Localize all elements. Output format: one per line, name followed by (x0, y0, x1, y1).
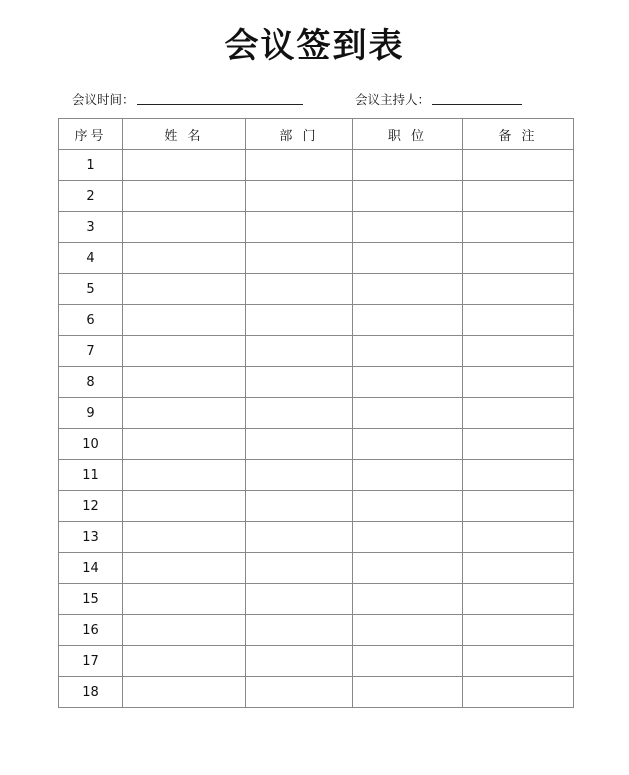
position-cell[interactable] (353, 150, 463, 181)
department-cell[interactable] (246, 150, 353, 181)
row-index-cell: 3 (59, 212, 123, 243)
table-row (59, 615, 574, 646)
name-cell[interactable] (123, 398, 246, 429)
row-index-cell: 1 (59, 150, 123, 181)
name-cell[interactable] (123, 274, 246, 305)
note-cell[interactable] (463, 615, 574, 646)
note-cell[interactable] (463, 150, 574, 181)
note-cell[interactable] (463, 181, 574, 212)
note-cell[interactable] (463, 398, 574, 429)
department-cell[interactable] (246, 429, 353, 460)
meeting-time-label: 会议时间： (72, 92, 135, 107)
row-index-cell: 8 (59, 367, 123, 398)
row-index-cell: 14 (59, 553, 123, 584)
note-cell[interactable] (463, 460, 574, 491)
meeting-host-blank[interactable] (432, 89, 522, 105)
position-cell[interactable] (353, 367, 463, 398)
meeting-host-label: 会议主持人： (355, 92, 431, 107)
note-cell[interactable] (463, 367, 574, 398)
table-row (59, 522, 574, 553)
note-cell[interactable] (463, 212, 574, 243)
name-cell[interactable] (123, 212, 246, 243)
meeting-host-field (355, 88, 522, 108)
row-index-cell: 12 (59, 491, 123, 522)
name-cell[interactable] (123, 150, 246, 181)
department-cell[interactable] (246, 553, 353, 584)
meeting-time-blank[interactable] (137, 89, 303, 105)
signin-table (58, 118, 574, 708)
department-cell[interactable] (246, 212, 353, 243)
position-cell[interactable] (353, 522, 463, 553)
table-row (59, 181, 574, 212)
note-cell[interactable] (463, 429, 574, 460)
note-cell[interactable] (463, 274, 574, 305)
name-cell[interactable] (123, 491, 246, 522)
position-cell[interactable] (353, 460, 463, 491)
note-cell[interactable] (463, 305, 574, 336)
name-cell[interactable] (123, 336, 246, 367)
department-cell[interactable] (246, 367, 353, 398)
department-cell[interactable] (246, 336, 353, 367)
department-cell[interactable] (246, 522, 353, 553)
position-cell[interactable] (353, 212, 463, 243)
row-index-cell: 10 (59, 429, 123, 460)
name-cell[interactable] (123, 429, 246, 460)
position-cell[interactable] (353, 336, 463, 367)
table-row (59, 336, 574, 367)
department-cell[interactable] (246, 460, 353, 491)
name-cell[interactable] (123, 677, 246, 708)
position-cell[interactable] (353, 274, 463, 305)
note-cell[interactable] (463, 243, 574, 274)
header-position: 职 位 (353, 119, 463, 150)
header-name: 姓 名 (123, 119, 246, 150)
department-cell[interactable] (246, 398, 353, 429)
row-index-cell: 17 (59, 646, 123, 677)
position-cell[interactable] (353, 305, 463, 336)
department-cell[interactable] (246, 491, 353, 522)
note-cell[interactable] (463, 336, 574, 367)
note-cell[interactable] (463, 522, 574, 553)
department-cell[interactable] (246, 274, 353, 305)
row-index-cell: 6 (59, 305, 123, 336)
row-index-cell: 4 (59, 243, 123, 274)
page-title: 会议签到表 (224, 26, 405, 66)
name-cell[interactable] (123, 181, 246, 212)
table-row (59, 274, 574, 305)
department-cell[interactable] (246, 615, 353, 646)
header-department: 部 门 (246, 119, 353, 150)
note-cell[interactable] (463, 491, 574, 522)
row-index-cell: 2 (59, 181, 123, 212)
position-cell[interactable] (353, 491, 463, 522)
note-cell[interactable] (463, 677, 574, 708)
header-index: 序号 (59, 119, 123, 150)
department-cell[interactable] (246, 677, 353, 708)
table-row (59, 677, 574, 708)
note-cell[interactable] (463, 646, 574, 677)
table-header-row (59, 119, 574, 150)
table-row (59, 584, 574, 615)
table-row (59, 553, 574, 584)
meeting-time-field (72, 88, 303, 108)
row-index-cell: 11 (59, 460, 123, 491)
position-cell[interactable] (353, 677, 463, 708)
row-index-cell: 16 (59, 615, 123, 646)
table-row (59, 212, 574, 243)
name-cell[interactable] (123, 646, 246, 677)
position-cell[interactable] (353, 243, 463, 274)
name-cell[interactable] (123, 615, 246, 646)
name-cell[interactable] (123, 460, 246, 491)
row-index-cell: 18 (59, 677, 123, 708)
table-row (59, 243, 574, 274)
row-index-cell: 5 (59, 274, 123, 305)
name-cell[interactable] (123, 553, 246, 584)
table-row (59, 429, 574, 460)
table-row (59, 398, 574, 429)
position-cell[interactable] (353, 646, 463, 677)
note-cell[interactable] (463, 553, 574, 584)
department-cell[interactable] (246, 646, 353, 677)
row-index-cell: 9 (59, 398, 123, 429)
name-cell[interactable] (123, 584, 246, 615)
position-cell[interactable] (353, 584, 463, 615)
position-cell[interactable] (353, 615, 463, 646)
name-cell[interactable] (123, 522, 246, 553)
department-cell[interactable] (246, 305, 353, 336)
table-row (59, 491, 574, 522)
department-cell[interactable] (246, 181, 353, 212)
header-note: 备 注 (463, 119, 574, 150)
table-row (59, 646, 574, 677)
name-cell[interactable] (123, 243, 246, 274)
position-cell[interactable] (353, 553, 463, 584)
department-cell[interactable] (246, 243, 353, 274)
name-cell[interactable] (123, 367, 246, 398)
row-index-cell: 15 (59, 584, 123, 615)
position-cell[interactable] (353, 398, 463, 429)
row-index-cell: 13 (59, 522, 123, 553)
table-row (59, 305, 574, 336)
table-row (59, 460, 574, 491)
department-cell[interactable] (246, 584, 353, 615)
table-body (59, 150, 574, 708)
position-cell[interactable] (353, 429, 463, 460)
name-cell[interactable] (123, 305, 246, 336)
position-cell[interactable] (353, 181, 463, 212)
table-row (59, 367, 574, 398)
note-cell[interactable] (463, 584, 574, 615)
table-row (59, 150, 574, 181)
row-index-cell: 7 (59, 336, 123, 367)
